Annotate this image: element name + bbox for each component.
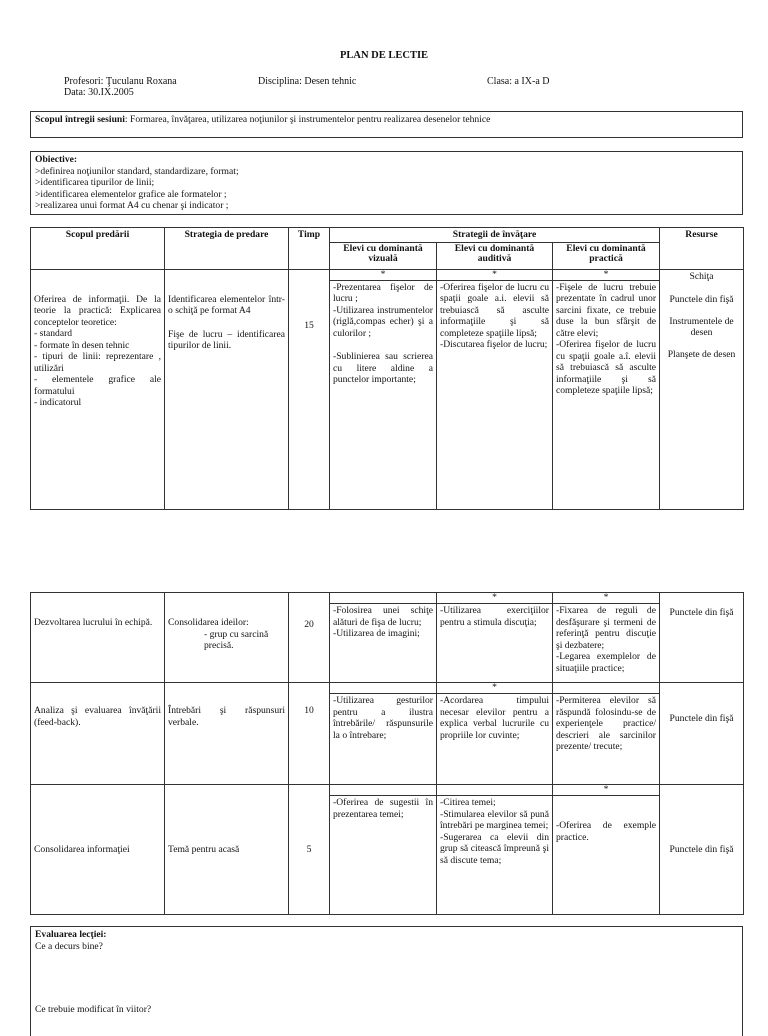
row3-auditiva xyxy=(437,683,553,785)
objective-item: >realizarea unui format A4 cu chenar şi indicator ; xyxy=(35,200,229,211)
row1-scop-line: - standard xyxy=(34,328,73,339)
header-scop: Scopul predării xyxy=(31,228,165,270)
objectives-label: Obiective: xyxy=(35,154,78,165)
lesson-table-bottom xyxy=(30,592,744,915)
row2-practica-line: -Legarea exemplelor de situaţiile practice; xyxy=(556,651,656,674)
row3-resurse: Punctele din fişă xyxy=(660,683,744,785)
row2-practica-line: -Fixarea de reguli de desfăşurare şi termeni de referinţă pentru discuţie şi dezbatere; xyxy=(556,605,656,651)
row4-resurse: Punctele din fişă xyxy=(660,785,744,915)
row3-timp: 10 xyxy=(289,683,330,785)
star-marker: * xyxy=(330,270,436,281)
row1-scop-line: - tipuri de linii: reprezentare , utilizări xyxy=(34,351,161,374)
row2-auditiva xyxy=(437,593,553,683)
evaluation-box xyxy=(30,926,743,1036)
row3-strategia: Întrebări şi răspunsuri verbale. xyxy=(165,683,289,785)
row1-vizuala-line: -Prezentarea fişelor de lucru ; xyxy=(333,281,433,304)
row1-timp: 15 xyxy=(289,269,330,509)
row4-auditiva-line: -Citirea temei; xyxy=(440,797,496,808)
row1-resurse-line: Punctele din fişă xyxy=(669,294,734,305)
row4-practica-text: -Oferirea de exemple practice. xyxy=(556,820,656,843)
row1-scop-line: Oferirea de informaţii. De la teorie la practică: Explicarea conceptelor teoretice: xyxy=(34,293,161,328)
row1-practica-line: -Oferirea fişelor de lucru cu spaţii goale a.î. elevii să trebuiască să asculte informaţiile şi să completeze spaţiile lipsă; xyxy=(556,339,657,396)
row3-practica xyxy=(553,683,660,785)
disciplina-label: Disciplina: Desen tehnic xyxy=(258,76,357,87)
row1-resurse-line: Instrumentele de desen xyxy=(669,315,734,338)
objective-item: >definirea noţiunilor standard, standardizare, format; xyxy=(35,165,239,177)
objective-item: >identificarea tipurilor de linii; xyxy=(35,177,155,188)
row2-strategia-line: - grup cu sarcină precisă. xyxy=(204,628,269,651)
row1-resurse-line: Schiţa xyxy=(689,270,714,282)
row2-resurse: Punctele din fişă xyxy=(660,593,744,683)
scope-text: : Formarea, învăţarea, utilizarea noţiunilor şi instrumentelor pentru realizarea desenelor tehnice xyxy=(124,114,491,125)
row1-auditiva xyxy=(437,269,553,509)
header-strategii: Strategii de învăţare xyxy=(330,228,660,243)
row3-scop: Analiza şi evaluarea învăţării (feed-back). xyxy=(31,683,165,785)
evaluation-q1: Ce a decurs bine? xyxy=(35,940,103,952)
row4-vizuala xyxy=(330,785,437,915)
row3-vizuala-text: -Utilizarea gesturilor pentru a ilustra întrebările/ răspunsurile la o întrebare; xyxy=(333,695,433,741)
row1-scop-line: - elementele grafice ale formatului xyxy=(34,374,161,397)
evaluation-label: Evaluarea lecţiei: xyxy=(35,929,107,940)
data-label: Data: 30.IX.2005 xyxy=(64,87,134,98)
row2-timp: 20 xyxy=(289,593,330,683)
header-practica: Elevi cu dominantă practică xyxy=(553,242,660,269)
header-strategia: Strategia de predare xyxy=(165,228,289,270)
row1-strategia xyxy=(165,269,289,509)
star-spacer xyxy=(330,785,436,796)
lesson-table-top xyxy=(30,227,744,510)
row3-auditiva-text: -Acordarea timpului necesar elevilor pentru a explica verbal lucrurile cu propriile lor cuvinte; xyxy=(440,695,549,741)
row1-resurse xyxy=(660,269,744,509)
row1-practica xyxy=(553,269,660,509)
row1-strategia-line: Identificarea elementelor într-o schiţă pe format A4 xyxy=(168,293,285,316)
profesor-label: Profesori: Ţuculanu Roxana xyxy=(64,76,177,87)
header-vizuala: Elevi cu dominantă vizuală xyxy=(330,242,437,269)
row1-resurse-line: Planşete de desen xyxy=(667,348,736,360)
scope-box xyxy=(30,111,743,138)
star-spacer xyxy=(553,683,659,694)
star-spacer xyxy=(330,593,436,604)
row2-strategia-line: Consolidarea ideilor: xyxy=(168,617,249,628)
star-spacer xyxy=(437,785,552,796)
evaluation-q2: Ce trebuie modificat în viitor? xyxy=(35,1004,152,1015)
row2-vizuala-line: -Utilizarea de imagini; xyxy=(333,628,420,639)
row1-scop-line: - formate în desen tehnic xyxy=(34,339,130,351)
page-title: PLAN DE LECTIE xyxy=(339,50,429,61)
row2-scop: Dezvoltarea lucrului în echipă. xyxy=(31,593,165,683)
row2-vizuala-line: -Folosirea unei schiţe alături de fişa de lucru; xyxy=(333,605,433,628)
row1-strategia-line: Fişe de lucru – identificarea tipurilor de linii. xyxy=(168,328,285,351)
row4-auditiva-line: -Stimularea elevilor să pună întrebări pe marginea temei; xyxy=(440,808,549,831)
row2-vizuala xyxy=(330,593,437,683)
clasa-label: Clasa: a IX-a D xyxy=(487,76,550,87)
row3-practica-text: -Permiterea elevilor să răspundă folosindu-se de experienţele practice/ descrieri ale sarcinilor prezente/ trecute; xyxy=(556,695,656,752)
row2-practica xyxy=(553,593,660,683)
row1-auditiva-line: -Discutarea fişelor de lucru; xyxy=(440,339,548,350)
row4-practica xyxy=(553,785,660,915)
row1-scop xyxy=(31,269,165,509)
row4-scop: Consolidarea informaţiei xyxy=(31,785,165,915)
star-marker: * xyxy=(437,683,552,694)
objective-item: >identificarea elementelor grafice ale formatelor ; xyxy=(35,188,227,200)
objectives-box xyxy=(30,151,743,215)
row4-vizuala-text: -Oferirea de sugestii în prezentarea temei; xyxy=(333,797,433,820)
row1-practica-line: -Fişele de lucru trebuie prezentate în cadrul unor sarcini fixate, ce trebuie duse la bun sfârşit de către elevi; xyxy=(556,281,657,339)
row4-auditiva xyxy=(437,785,553,915)
row3-vizuala xyxy=(330,683,437,785)
row4-strategia: Temă pentru acasă xyxy=(165,785,289,915)
row4-auditiva-line: -Sugerarea ca elevii din grup să citească împreună şi să discute tema; xyxy=(440,831,549,866)
row1-vizuala-line: -Utilizarea instrumentelor (riglă,compas echer) şi a culorilor ; xyxy=(333,304,433,339)
row2-strategia xyxy=(165,593,289,683)
scope-label: Scopul întregii sesiuni xyxy=(35,114,125,125)
star-spacer xyxy=(330,683,436,694)
header-resurse: Resurse xyxy=(660,228,744,270)
row1-scop-line: - indicatorul xyxy=(34,397,82,408)
star-marker: * xyxy=(437,593,552,604)
header-auditiva: Elevi cu dominantă auditivă xyxy=(437,242,553,269)
star-marker: * xyxy=(553,785,659,796)
row1-vizuala xyxy=(330,269,437,509)
row2-auditiva-text: -Utilizarea exerciţiilor pentru a stimula discuţia; xyxy=(440,605,549,628)
row1-auditiva-line: -Oferirea fişelor de lucru cu spaţii goale a.i. elevii să trebuiască să asculte informaţiile şi să completeze spaţiile lipsă; xyxy=(440,281,549,339)
star-marker: * xyxy=(437,270,552,281)
row1-vizuala-line: -Sublinierea sau scrierea cu litere aldine a punctelor importante; xyxy=(333,351,433,385)
star-marker: * xyxy=(553,593,659,604)
star-marker: * xyxy=(553,270,659,281)
row4-timp: 5 xyxy=(289,785,330,915)
header-timp: Timp xyxy=(289,228,330,270)
